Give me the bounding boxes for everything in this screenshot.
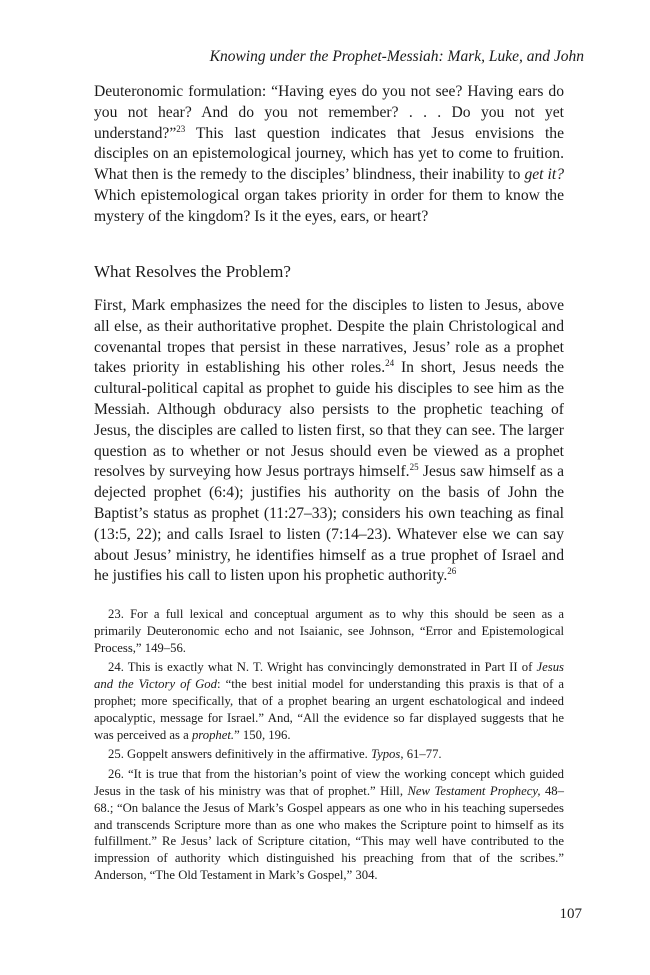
page-number: 107 bbox=[559, 906, 582, 922]
footnote-ref-25[interactable]: 25 bbox=[409, 462, 419, 473]
running-head: Knowing under the Prophet-Messiah: Mark, Luke, and John bbox=[209, 48, 584, 65]
footnote-25: 25. Goppelt answers definitively in the affirmative. Typos, 61–77. bbox=[108, 747, 442, 762]
footnote-ref-23[interactable]: 23 bbox=[176, 123, 186, 134]
footnote-26: 26. “It is true that from the historian’s point of view the working concept which guided Jesus in the task of his ministry was that of prophet.” Hill, New Testament Prophecy, 48–68.; “On balance the Jesus of Mark’s Gospel appears as one who in his teaching supersedes and transcends Scripture more than as one who makes the Scripture point to himself as its fulfillment.” Re Jesus’ lack of Scripture citation, “This may well have contributed to the impression of authority which distinguished his preaching from that of the scribes.” Anderson, “The Old Testament in Mark’s Gospel,” 304. bbox=[94, 767, 564, 882]
footnote-ref-24[interactable]: 24 bbox=[385, 358, 395, 369]
paragraph-1: Deuteronomic formulation: “Having eyes do you not see? Having ears do you not hear? And do you not remember? . . . Do you not yet understand?”$^{23}$ This last question indicates that Jesus envisions the disciples on an epistemological journey, which has yet to come to fruition. What then is the remedy to the disciples’ blindness, their inability to get it? Which epistemological organ takes priority in order for them to know the mystery of the kingdom? Is it the eyes, ears, or heart? bbox=[94, 83, 564, 225]
section-heading: What Resolves the Problem? bbox=[94, 262, 291, 281]
footnote-23: 23. For a full lexical and conceptual argument as to why this should be seen as a primarily Deuteronomic echo and not Isaianic, see Johnson, “Error and Epistemological Process,” 149–56. bbox=[94, 607, 564, 655]
paragraph-2: First, Mark emphasizes the need for the disciples to listen to Jesus, above all else, as their authoritative prophet. Despite the plain Christological and covenantal tropes that persist in these narratives, Jesus’ role as a prophet takes priority in establishing his other roles.$^{24}$ In short, Jesus needs the cultural-political capital as prophet to guide his disciples to see him as the Messiah. Although obduracy also persists to the prophetic teaching of Jesus, the disciples are called to listen first, so that they can see. The larger question as to whether or not Jesus should even be viewed as a prophet resolves by surveying how Jesus portrays himself.$^{25}$ Jesus saw himself as a dejected prophet (6:4); justifies his authority on the basis of John the Baptist’s status as prophet (11:27–33); considers his own teaching as final (13:5, 22); and calls Israel to listen (7:14–23). Whatever else we can say about Jesus’ ministry, he identifies himself as a true prophet of Israel and he justifies his call to listen upon his prophetic authority.$^{26}$ bbox=[94, 297, 565, 585]
footnote-ref-26[interactable]: 26 bbox=[447, 566, 457, 577]
footnote-24: 24. This is exactly what N. T. Wright has convincingly demonstrated in Part II of Jesus and the Victory of God: “the best initial model for understanding this praxis is that of a prophet; more specifically, that of a prophet bearing an urgent eschatological and indeed apocalyptic, message for Israel.” And, “All the evidence so far displayed suggests that he was perceived as a prophet.” 150, 196. bbox=[94, 660, 565, 742]
footnotes bbox=[94, 606, 564, 887]
